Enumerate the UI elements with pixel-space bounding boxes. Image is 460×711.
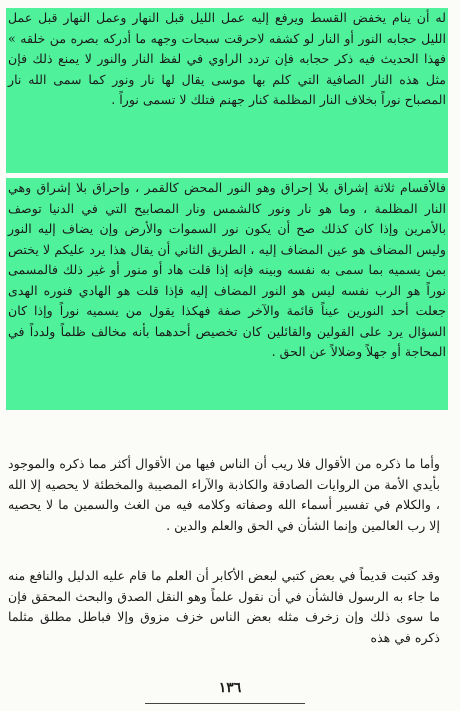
- paragraph-sayings: وأما ما ذكره من الأقوال فلا ريب أن الناس فيها من الأقوال أكثر مما ذكره والموجود بأيدي الأمة من الروايات الصادقة والكاذبة والآراء المصيبة والمخطئة لا يحصيه إلا الله ، والكلام في تفسير أسماء الله وصفاته وكلامه فيه من الغث والسمين ما لا يحصيه إلا رب العالمين وإنما الشأن في الحق والعلم والدين .: [8, 456, 440, 533]
- paragraph-hadith-veil: له أن ينام يخفض القسط ويرفع إليه عمل الليل قبل النهار وعمل النهار قبل عمل الليل حجابه النور أو النار لو كشفه لاحرقت سبحات وجهه ما أدركه بصره من خلقه » فهذا الحديث فيه ذكر حجابه فإن تردد الراوي في لفظ النار والنور لا يمنع ذلك فإن مثل هذه النار الصافية التي كلم بها موسى يقال لها نار ونور كما سمى الله نار المصباح نوراً بخلاف النار المظلمة كنار جهنم فتلك لا تسمى نوراً .: [6, 8, 448, 173]
- paragraph-knowledge: وقد كتبت قديماً في بعض كتبي لبعض الأكابر أن العلم ما قام عليه الدليل والنافع منه ما جاء به الرسول فالشأن في أن نقول علماً وهو النقل الصدق والبحث المحقق فإن ما سوى ذلك وإن زخرف مثله بعض الناس خزف مزوق وإلا فباطل مطلق مثلما ذكره في هذه: [8, 568, 440, 645]
- footer-rule: [145, 703, 305, 704]
- page-number: ١٣٦: [218, 680, 242, 696]
- paragraph-three-categories: فالأقسام ثلاثة إشراق بلا إحراق وهو النور المحض كالقمر ، وإحراق بلا إشراق وهي النار المظلمة ، وما هو نار ونور كالشمس ونار المصابيح التي في الدنيا توصف بالأمرين وإذا كان كذلك صح أن يكون نور السموات والأرض وإن يضاف إليه النور وليس المضاف هو عين المضاف إليه ، الطريق الثاني أن يقال هذا يرد عليكم لا يختص بمن يسميه بما سمى به نفسه وبينه فإنه إذا قلت هاد أو منور أو غير ذلك فالمسمى نوراً هو الرب نفسه ليس هو النور المضاف إليه فإذا قلت هو الهادي فنوره الهدى جعلت أحد النورين عيناً قائمة والآخر صفة فهكذا يقول من يسميه نوراً وإذا كان السؤال يرد على القولين والقائلين كان تخصيص أحدهما بأنه مخالف ظلماً ولدداً في المحاجة أو جهلاً وضلالاً عن الحق .: [6, 178, 448, 410]
